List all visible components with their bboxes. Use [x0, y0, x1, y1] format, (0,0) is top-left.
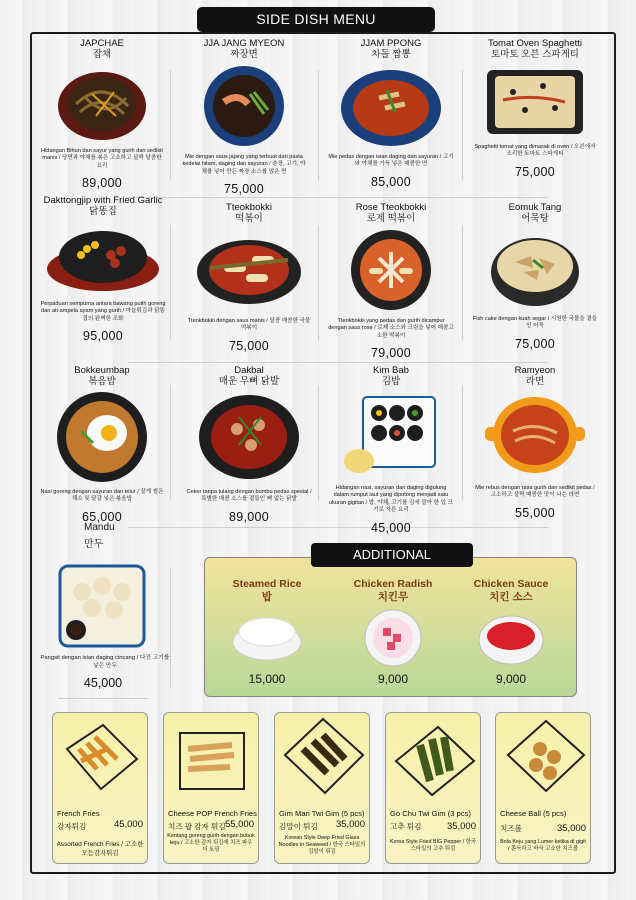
dish-name-korean: 닭똥집 — [89, 206, 117, 217]
item-name-korean: 치킨 소스 — [489, 591, 533, 603]
cheese-pop-fries-photo — [172, 719, 252, 799]
divider — [170, 568, 171, 688]
item-description: Bola Keju yang Lumer ketika di gigit / 쫀득하고 바삭 고소한 치즈볼 — [500, 839, 586, 852]
dish-price: 95,000 — [82, 329, 124, 344]
chicken-sauce-photo — [475, 608, 547, 668]
dish-name-korean: 매운 무뼈 닭발 — [218, 376, 280, 387]
dish-price: 89,000 — [81, 176, 123, 191]
item-description: Korea Style Fried BIG Pepper / 한국 스타일의 고추 튀김 — [389, 839, 477, 852]
fried-item-french-fries[interactable] — [52, 712, 148, 864]
dish-ramyeon[interactable] — [466, 365, 604, 520]
jjajangmyeon-photo — [198, 64, 290, 148]
divider — [128, 197, 548, 198]
divider — [318, 225, 319, 340]
dish-name-korean: 로제 떡볶이 — [366, 213, 416, 224]
item-description: Assorted French Fries / 고소한 모듬감자튀김 — [56, 841, 144, 857]
dish-price: 55,000 — [514, 505, 556, 520]
additional-item-chicken-radish[interactable] — [338, 578, 448, 686]
dish-description: Hidangan Bihun dan sayur yang gurih dan sedikit manis / 당면과 야채를 볶은 고소하고 살짝 달콤한 요리 — [41, 148, 163, 169]
dish-name: Dakttongjip with Fried Garlic — [43, 195, 163, 206]
dish-name: JJAM PPONG — [360, 38, 422, 49]
dish-name: Kim Bab — [373, 365, 409, 376]
kimbab-photo — [343, 391, 439, 479]
chicken-radish-photo — [357, 608, 429, 668]
dish-name-korean: 볶음밥 — [88, 376, 116, 387]
dish-dakbal[interactable] — [180, 365, 318, 524]
dish-price: 79,000 — [370, 346, 412, 361]
item-name-korean: 밥 — [261, 591, 273, 603]
dish-tomato-spaghetti[interactable] — [466, 38, 604, 179]
dish-name-korean: 차돌 짬뽕 — [371, 49, 411, 60]
steamed-rice-photo — [231, 608, 303, 668]
dish-price: 45,000 — [370, 520, 412, 535]
dish-price: 75,000 — [514, 336, 556, 351]
divider — [58, 698, 148, 699]
page-title: SIDE DISH MENU — [197, 7, 435, 32]
dish-name-korean: 어묵탕 — [521, 213, 549, 224]
dish-name-korean: 짜장면 — [230, 49, 258, 60]
item-description: Kentang goreng gurih dengan bubuk keju / 고소한 감자 튀김에 치즈 파우더 토핑 — [167, 833, 255, 853]
additional-item-steamed-rice[interactable] — [212, 578, 322, 686]
dish-description: Mie rebus dengan rasa gurih dan sedikit pedas / 고소하고 살짝 매콤한 맛이 나는 라면 — [475, 485, 595, 499]
ramyeon-photo — [483, 391, 587, 479]
dish-description: Tteokbokki dengan saus manis / 달콤 매콤한 국물 떡볶이 — [187, 318, 311, 332]
eomuk-tang-photo — [487, 228, 583, 310]
french-fries-photo — [61, 719, 141, 799]
dakbal-photo — [197, 391, 301, 483]
dish-description: Fish cake dengan kuah segar / 시원한 국물을 곁들인 어묵 — [472, 316, 598, 330]
dish-description: Hidangan nasi, sayuran dan daging digulung dalam rumput laut yang dipotong menjadi satu ukuran gigitan / 밥, 야채, 고기를 김에 말아 한 입 크기로 자른 요리 — [328, 485, 454, 514]
item-price: 9,000 — [377, 672, 409, 686]
divider — [128, 362, 548, 363]
dish-price: 65,000 — [81, 509, 123, 524]
item-price: 35,000 — [446, 821, 476, 832]
divider — [462, 70, 463, 180]
dish-name: JAPCHAE — [80, 38, 124, 49]
dish-price: 89,000 — [228, 509, 270, 524]
dakttongjip-photo — [45, 221, 161, 295]
dish-name: Tomat Oven Spaghetti — [488, 38, 582, 49]
dish-description: Perpaduan sempurna antara bawang putih goreng dan ati-ampela ayam yang gurih / 마늘튀김과 닭똥집의 완벽한 조화 — [40, 301, 166, 322]
dish-description: Mie dengan saus jajang yang terbuat dari pasta kedelai hitam, daging dan sayuran / 춘장, 고기, 야채를 넣어 만든 짜장 소스를 얹은 면 — [182, 154, 306, 175]
dish-price: 85,000 — [370, 174, 412, 189]
dish-name: Bokkeumbap — [74, 365, 130, 376]
dish-description: Spaghetti tomat yang dimasak di oven / 오븐에서 조리한 토마토 스파게티 — [474, 144, 596, 158]
rose-tteokbokki-photo — [339, 228, 443, 312]
dish-name: Rose Tteokbokki — [355, 202, 427, 213]
dish-description: Pangsit dengan isian daging cincang / 다진 고기를 넣은 만두 — [40, 655, 170, 669]
bokkeumbap-photo — [53, 391, 151, 483]
dish-tteokbokki[interactable] — [180, 202, 318, 353]
divider — [318, 70, 319, 180]
gochu-photo — [390, 715, 478, 799]
dish-description: Nasi goreng dengan sayuran dan telur / 잘게 썰은 채소 및 달걀 넣은 볶음밥 — [40, 489, 164, 503]
cheese-ball-photo — [500, 715, 588, 799]
dish-name: Dakbal — [234, 365, 264, 376]
item-name-korean: 김말이 튀김 — [279, 822, 318, 831]
dish-name-korean: 떡볶이 — [235, 213, 263, 224]
dish-name: Mandu — [84, 522, 115, 533]
fried-item-gim-mari[interactable] — [274, 712, 370, 864]
fried-item-cheese-ball[interactable] — [495, 712, 591, 864]
fried-item-gochu[interactable] — [385, 712, 481, 864]
dish-description: Ceker tanpa tulang dengan bumbu pedas spesial / 특별한 매콤 소스를 곁들인 뼈 없는 닭발 — [186, 489, 312, 503]
item-name-korean: 치즈볼 — [500, 824, 523, 833]
dish-name: JJA JANG MYEON — [203, 38, 285, 49]
item-name: Chicken Radish — [353, 578, 433, 590]
dish-name-korean: 라면 — [525, 376, 545, 387]
item-price: 55,000 — [224, 819, 254, 830]
dish-price: 75,000 — [228, 338, 270, 353]
item-name: French Fries — [57, 809, 100, 818]
item-name-korean: 치킨무 — [377, 591, 409, 603]
gim-mari-photo — [279, 715, 367, 799]
item-price: 35,000 — [335, 819, 365, 830]
dish-name: Tteokbokki — [226, 202, 272, 213]
dish-name: Ramyeon — [514, 365, 556, 376]
tteokbokki-photo — [194, 228, 304, 312]
dish-name: Eomuk Tang — [508, 202, 562, 213]
dish-jjajangmyeon[interactable] — [175, 38, 313, 196]
mandu-photo — [56, 562, 148, 650]
item-price: 35,000 — [556, 823, 586, 834]
item-price: 15,000 — [248, 672, 286, 686]
additional-title: ADDITIONAL — [311, 543, 473, 567]
dish-jjamppong[interactable] — [322, 38, 460, 189]
dish-bokkeumbap[interactable] — [33, 365, 171, 524]
item-name: Chicken Sauce — [473, 578, 549, 590]
item-description: Korean Style Deep Fried Glass Noodles in Seaweed / 한국 스타일의 김말이 튀김 — [278, 835, 366, 855]
spaghetti-photo — [483, 64, 587, 138]
dish-rose-tteokbokki[interactable] — [322, 202, 460, 360]
item-name: Steamed Rice — [232, 578, 302, 590]
item-price: 9,000 — [495, 672, 527, 686]
dish-name-korean: 잡채 — [92, 49, 112, 60]
dish-name-korean: 김밥 — [381, 376, 401, 387]
item-name: Cheese POP French Fries — [168, 809, 257, 818]
japchae-photo — [56, 64, 148, 142]
dish-price: 75,000 — [223, 182, 265, 197]
dish-eomuk-tang[interactable] — [466, 202, 604, 351]
item-name-korean: 감자튀김 — [57, 822, 87, 831]
item-name: Gim Mari Twi Gim (5 pcs) — [279, 809, 365, 818]
item-price: 45,000 — [113, 819, 143, 830]
dish-price: 75,000 — [514, 164, 556, 179]
divider — [318, 385, 319, 500]
dish-dakttongjip[interactable] — [33, 195, 173, 343]
item-name-korean: 고추 튀김 — [390, 822, 422, 831]
jjamppong-photo — [339, 64, 443, 148]
divider — [462, 225, 463, 340]
item-name: Cheese Ball (5 pcs) — [500, 809, 567, 818]
item-name: Go Chu Twi Gim (3 pcs) — [390, 809, 471, 818]
dish-description: Mie pedas dengan isian daging dan sayuran / 고기와 야채를 가득 넣은 매콤한 면 — [328, 154, 454, 168]
dish-japchae[interactable] — [33, 38, 171, 190]
dish-price: 45,000 — [83, 676, 123, 690]
dish-name-korean: 토마토 오븐 스파게티 — [491, 49, 579, 60]
additional-item-chicken-sauce[interactable] — [456, 578, 566, 686]
fried-item-cheese-pop-fries[interactable] — [163, 712, 259, 864]
divider — [462, 385, 463, 500]
item-name-korean: 치즈 팝 감자 튀김 — [168, 822, 226, 831]
dish-kimbab[interactable] — [322, 365, 460, 535]
dish-description: Tteokbokki yang pedas dan gurih dicampur dengan saus rose / 로제 소스와 크림을 넣어 매콤고소한 떡볶이 — [328, 318, 454, 339]
dish-name-korean: 만두 — [84, 539, 104, 550]
